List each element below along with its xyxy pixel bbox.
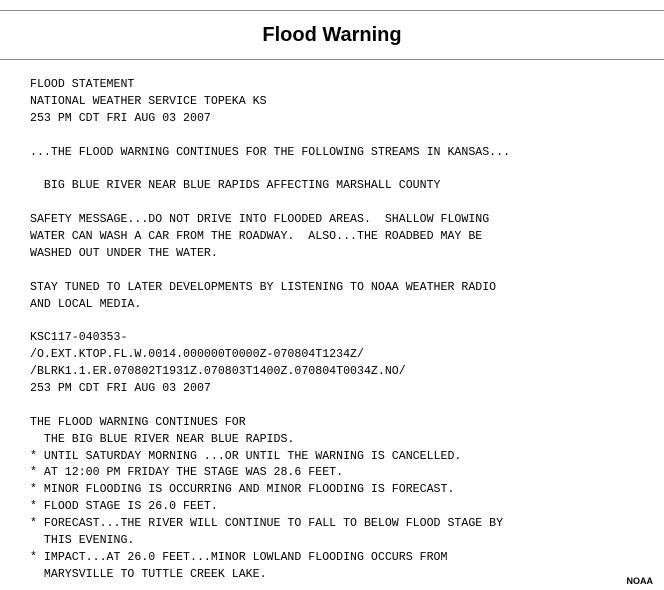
bulletin-line: 253 PM CDT FRI AUG 03 2007 <box>30 111 211 125</box>
bulletin-line: * AT 12:00 PM FRIDAY THE STAGE WAS 28.6 FEET. <box>30 466 344 480</box>
bulletin-line: AND LOCAL MEDIA. <box>30 297 142 311</box>
bulletin-line <box>30 128 650 145</box>
source-credit: NOAA <box>626 576 653 586</box>
bulletin-line: THE BIG BLUE RIVER NEAR BLUE RAPIDS. <box>30 432 295 446</box>
bulletin-line: KSC117-040353- <box>30 331 128 345</box>
bulletin-line: /BLRK1.1.ER.070802T1931Z.070803T1400Z.070804T0034Z.NO/ <box>30 365 406 379</box>
bulletin-line: * IMPACT...AT 26.0 FEET...MINOR LOWLAND FLOODING OCCURS FROM <box>30 550 448 564</box>
bulletin-text <box>30 77 650 584</box>
bulletin-line: STAY TUNED TO LATER DEVELOPMENTS BY LISTENING TO NOAA WEATHER RADIO <box>30 280 497 294</box>
bulletin-line: THE FLOOD WARNING CONTINUES FOR <box>30 415 246 429</box>
bulletin-line: * FLOOD STAGE IS 26.0 FEET. <box>30 500 218 514</box>
bulletin-line: WATER CAN WASH A CAR FROM THE ROADWAY. ALSO...THE ROADBED MAY BE <box>30 230 483 244</box>
bulletin-line <box>30 313 650 330</box>
bulletin-line <box>30 398 650 415</box>
bulletin-line: SAFETY MESSAGE...DO NOT DRIVE INTO FLOODED AREAS. SHALLOW FLOWING <box>30 213 490 227</box>
bulletin-line <box>30 195 650 212</box>
page-title: Flood Warning <box>262 23 402 46</box>
bulletin-line <box>30 161 650 178</box>
bulletin-line: ...THE FLOOD WARNING CONTINUES FOR THE FOLLOWING STREAMS IN KANSAS... <box>30 145 511 159</box>
bulletin-line: WASHED OUT UNDER THE WATER. <box>30 246 218 260</box>
bulletin-line: BIG BLUE RIVER NEAR BLUE RAPIDS AFFECTING MARSHALL COUNTY <box>30 179 441 193</box>
bulletin-line: * MINOR FLOODING IS OCCURRING AND MINOR FLOODING IS FORECAST. <box>30 483 455 497</box>
bulletin-line: * FORECAST...THE RIVER WILL CONTINUE TO FALL TO BELOW FLOOD STAGE BY <box>30 517 504 531</box>
bulletin-line: NATIONAL WEATHER SERVICE TOPEKA KS <box>30 94 267 108</box>
title-bar <box>0 10 664 60</box>
bulletin-line: THIS EVENING. <box>30 534 135 548</box>
bulletin-line: * UNTIL SATURDAY MORNING ...OR UNTIL THE WARNING IS CANCELLED. <box>30 449 462 463</box>
bulletin-line: /O.EXT.KTOP.FL.W.0014.000000T0000Z-070804T1234Z/ <box>30 348 364 362</box>
bulletin-line <box>30 263 650 280</box>
bulletin-line: MARYSVILLE TO TUTTLE CREEK LAKE. <box>30 567 267 581</box>
bulletin-line: 253 PM CDT FRI AUG 03 2007 <box>30 382 211 396</box>
bulletin-line: FLOOD STATEMENT <box>30 78 135 91</box>
